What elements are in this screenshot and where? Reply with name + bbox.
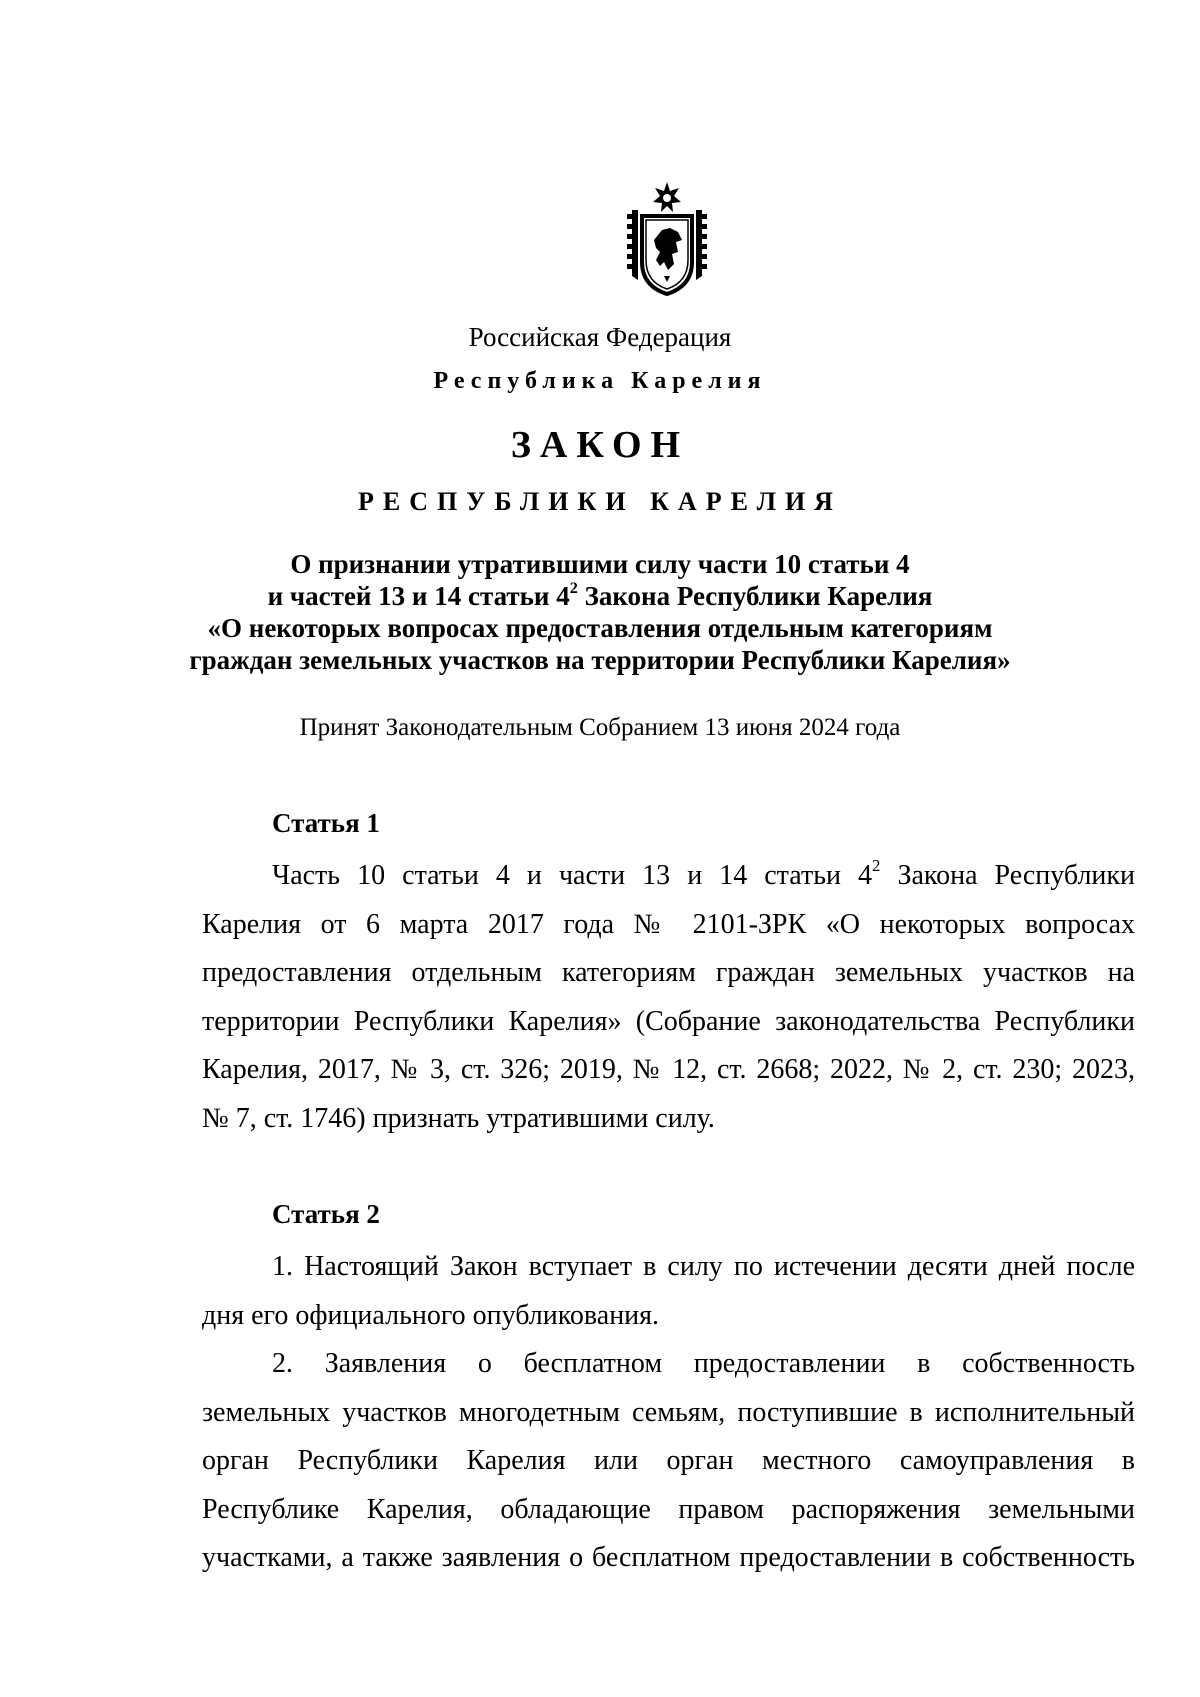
text-line [202,852,1135,901]
text-line: Республике Карелия, обладающие правом распоряжения земельными [202,1493,1135,1525]
document-issuer: РЕСПУБЛИКИ КАРЕЛИЯ [358,487,842,516]
law-title [100,548,1100,676]
article-2-heading: Статья 2 [272,1199,380,1229]
text-span: Закона Республики [880,860,1136,891]
document-type: ЗАКОН [510,424,690,466]
article-2-paragraph-2 [202,1340,1135,1583]
federation-label: Российская Федерация [468,322,732,352]
text-line: участками, а также заявления о бесплатном предоставлении в собственность [202,1542,1135,1573]
superscript: 2 [872,856,881,876]
text-line: Карелия, 2017, № 3, ст. 326; 2019, № 12, ст. 2668; 2022, № 2, ст. 230; 2023, [202,1054,1135,1085]
law-title-line: «О некоторых вопросах предоставления отдельным категориям [207,613,993,643]
adoption-note: Принят Законодательным Собранием 13 июня 2024 года [299,714,901,741]
text-line: предоставления отдельным категориям граждан земельных участков на [202,957,1135,988]
law-title-line [100,580,1100,612]
law-title-text: Закона Республики Карелия [577,581,933,611]
coat-of-arms-icon [624,180,710,300]
article-1-heading: Статья 1 [272,808,380,838]
law-title-line: О признании утратившими силу части 10 статьи 4 [290,549,910,579]
text-line: Карелия от 6 марта 2017 года № 2101-ЗРК «О некоторых вопросах [202,908,1135,940]
law-title-line: граждан земельных участков на территории Республики Карелия» [189,645,1011,675]
text-line: 1. Настоящий Закон вступает в силу по истечении десяти дней после [272,1251,1135,1282]
article-2-paragraph-1 [202,1243,1135,1340]
text-line: дня его официального опубликования. [202,1299,660,1331]
republic-label: Республика Карелия [433,368,767,394]
law-title-text: и частей 13 и 14 статьи 4 [267,581,570,611]
article-1-text [202,852,1135,1143]
text-line: 2. Заявления о бесплатном предоставлении в собственность [272,1348,1135,1379]
text-span: Часть 10 статьи 4 и части 13 и 14 статьи 4 [272,860,873,891]
text-line: территории Республики Карелия» (Собрание законодательства Республики [202,1005,1135,1037]
text-line: № 7, ст. 1746) признать утратившими силу. [202,1102,715,1134]
text-line: орган Республики Карелия или орган местного самоуправления в [202,1445,1135,1476]
superscript: 2 [569,578,578,597]
text-line: земельных участков многодетным семьям, поступившие в исполнительный [202,1396,1135,1428]
